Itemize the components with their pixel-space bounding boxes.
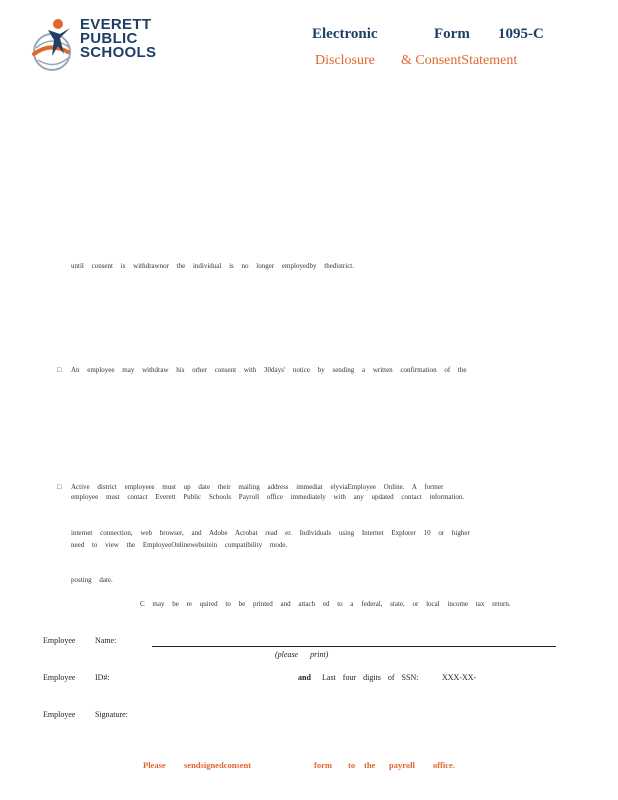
title-word-1: Electronic [312, 26, 378, 42]
footer-word-6: payroll [389, 760, 415, 770]
footer-word-2: sendsignedconsent [184, 760, 252, 770]
bullet-icon: □ [57, 483, 62, 491]
district-logo [30, 14, 180, 78]
footer-word-5: the [364, 760, 376, 770]
and-text: and [298, 673, 311, 682]
footer-word-3: form [314, 760, 332, 770]
form-subtitle [315, 53, 518, 69]
paragraph-requirements: internet connection, web browser, and Adobe Acrobat read er. Individuals using Internet Explorer 10 or higher [71, 529, 470, 537]
logo-wordmark: EVERETT PUBLIC SCHOOLS [80, 16, 157, 61]
paragraph-compat-mode: need to view the EmployeeOnlinewebsitein compatibility mode. [71, 541, 288, 549]
employee-name-label: Employee [43, 636, 76, 645]
subtitle-word-1: Disclosure [315, 53, 375, 68]
signature-label: Signature: [95, 710, 128, 719]
bullet-icon: □ [57, 366, 62, 374]
ssn-value: XXX-XX- [442, 673, 477, 682]
paragraph-address-update: Active district employees must up date their mailing address immediat elyviaEmployee Online. A former [71, 483, 444, 491]
form-title [312, 26, 544, 43]
paragraph-consent-withdrawn: until consent is withdrawnor the individual is no longer employedby thedistrict. [71, 262, 354, 270]
name-label: Name: [95, 636, 117, 645]
signature-employee-label: Employee [43, 710, 76, 719]
paragraph-posting-date: posting date. [71, 576, 113, 584]
name-hint: (please print) [275, 650, 329, 659]
footer-word-7: office. [433, 760, 455, 770]
paragraph-withdraw-notice: An employee may withdraw his orher consent with 30days' notice by sending a written confirmation of the [71, 366, 467, 374]
paragraph-former-employee: employee must contact Everett Public Schools Payroll office immediately with any updated contact information. [71, 493, 465, 501]
id-label: ID#: [95, 673, 110, 682]
subtitle-word-2: & ConsentStatement [401, 53, 518, 68]
employee-name-field[interactable] [152, 646, 556, 647]
title-word-3: 1095-C [498, 26, 544, 42]
title-word-2: Form [434, 26, 470, 42]
footer-word-1: Please [143, 760, 166, 770]
paragraph-tax-return: C may be re quired to be printed and attach ed to a federal, state, or local income tax return. [140, 600, 511, 608]
employee-id-label: Employee [43, 673, 76, 682]
footer-word-4: to [348, 760, 356, 770]
ssn-label: Last four digits of SSN: [322, 673, 419, 682]
